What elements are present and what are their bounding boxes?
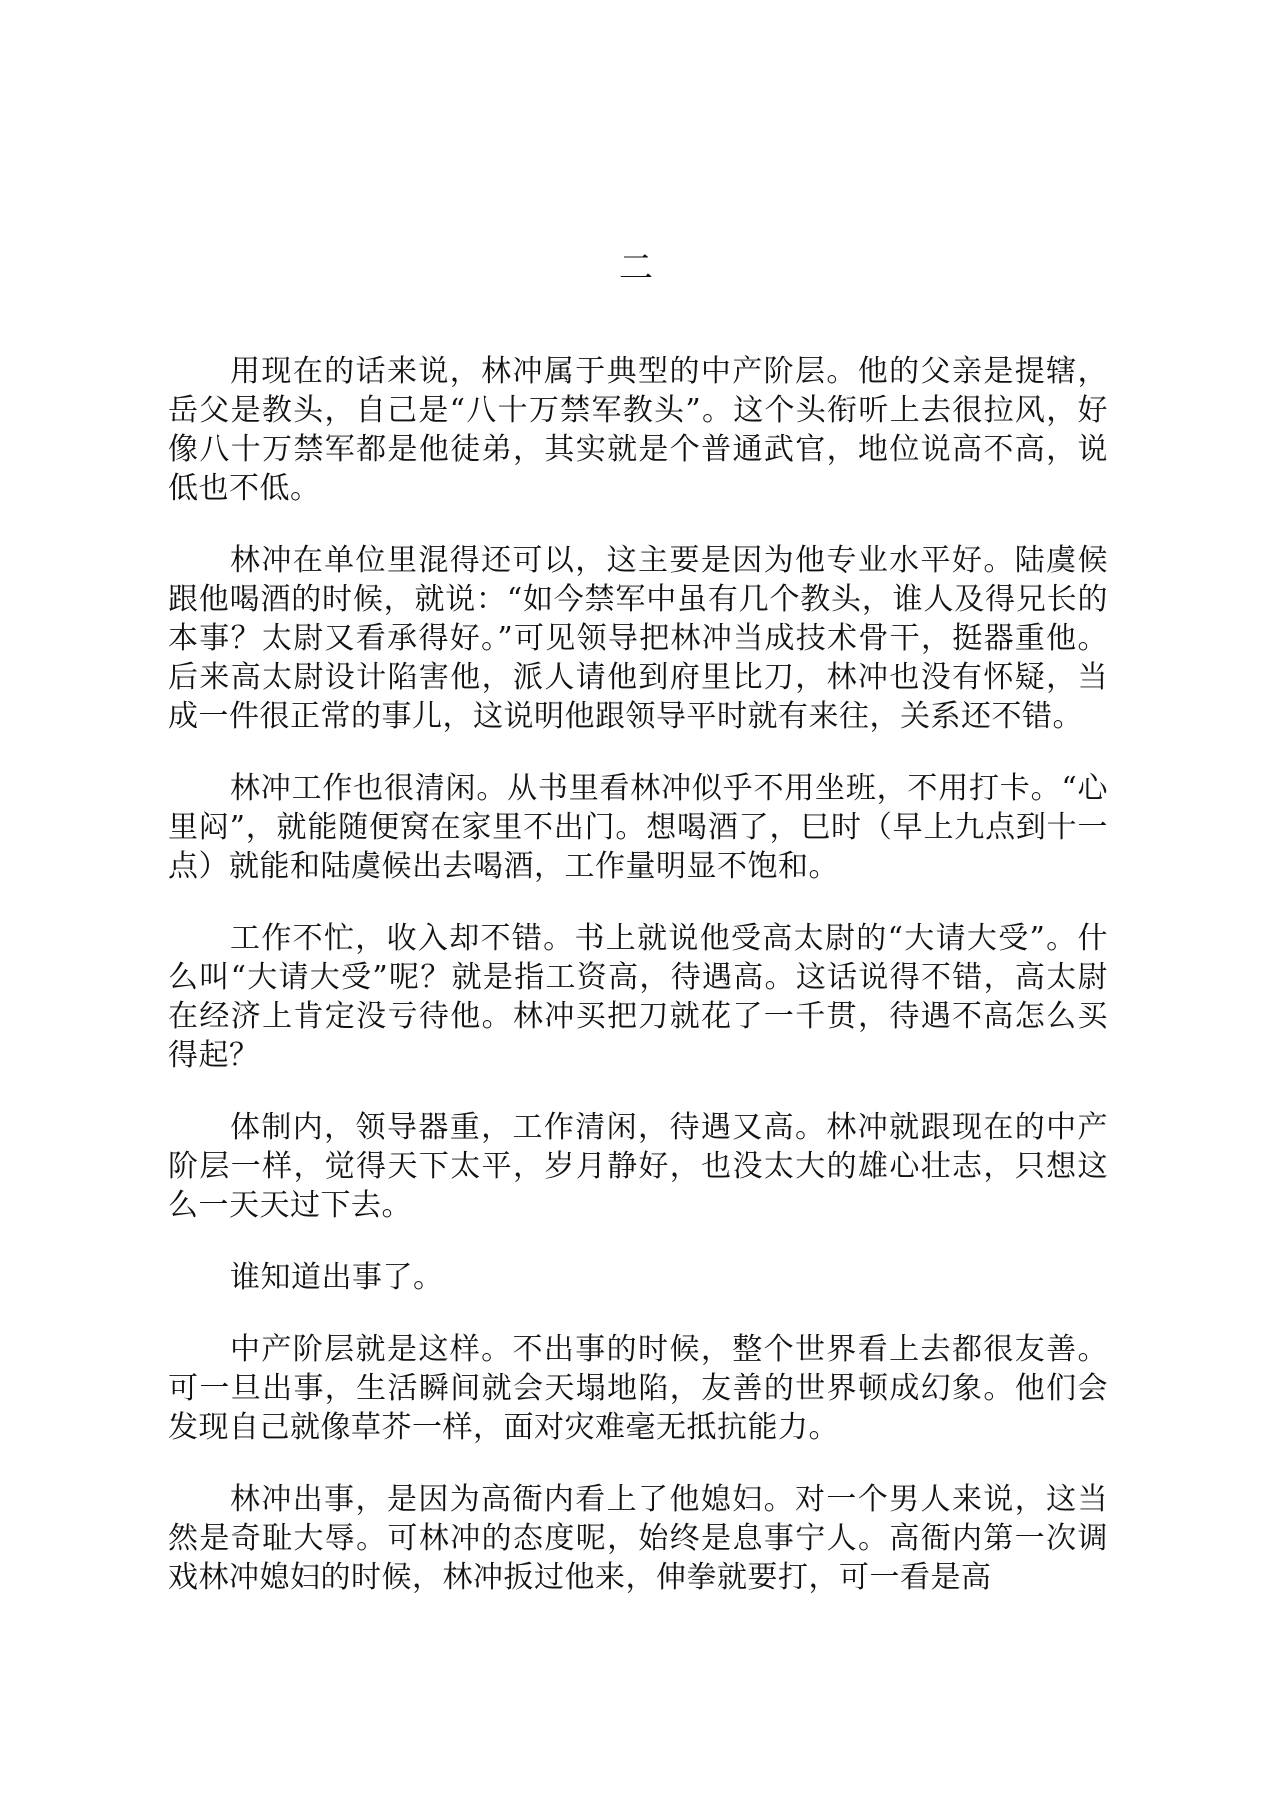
- body-text: [168, 352, 1108, 1630]
- chapter-heading: 二: [619, 248, 653, 288]
- paragraph-2: 林冲在单位里混得还可以，这主要是因为他专业水平好。陆虞候跟他喝酒的时候，就说：“如今禁军中虽有几个教头，谁人及得兄长的本事？太尉又看承得好。”可见领导把林冲当成技术骨干，挺器重他。后来高太尉设计陷害他，派人请他到府里比刀，林冲也没有怀疑，当成一件很正常的事儿，这说明他跟领导平时就有来往，关系还不错。: [168, 543, 1108, 734]
- paragraph-3: 林冲工作也很清闲。从书里看林冲似乎不用坐班，不用打卡。“心里闷”，就能随便窝在家里不出门。想喝酒了，巳时（早上九点到十一点）就能和陆虞候出去喝酒，工作量明显不饱和。: [168, 771, 1108, 884]
- paragraph-4: 工作不忙，收入却不错。书上就说他受高太尉的“大请大受”。什么叫“大请大受”呢？就是指工资高，待遇高。这话说得不错，高太尉在经济上肯定没亏待他。林冲买把刀就花了一千贯，待遇不高怎么买得起？: [168, 921, 1108, 1073]
- paragraph-1: 用现在的话来说，林冲属于典型的中产阶层。他的父亲是提辖，岳父是教头，自己是“八十万禁军教头”。这个头衔听上去很拉风，好像八十万禁军都是他徒弟，其实就是个普通武官，地位说高不高，说低也不低。: [168, 354, 1108, 506]
- paragraph-5: 体制内，领导器重，工作清闲，待遇又高。林冲就跟现在的中产阶层一样，觉得天下太平，岁月静好，也没太大的雄心壮志，只想这么一天天过下去。: [168, 1110, 1108, 1223]
- paragraph-6: 谁知道出事了。: [230, 1260, 444, 1295]
- paragraph-8: 林冲出事，是因为高衙内看上了他媳妇。对一个男人来说，这当然是奇耻大辱。可林冲的态度呢，始终是息事宁人。高衙内第一次调戏林冲媳妇的时候，林冲扳过他来，伸拳就要打，可一看是高: [168, 1482, 1108, 1595]
- paragraph-7: 中产阶层就是这样。不出事的时候，整个世界看上去都很友善。可一旦出事，生活瞬间就会天塌地陷，友善的世界顿成幻象。他们会发现自己就像草芥一样，面对灾难毫无抵抗能力。: [168, 1332, 1108, 1445]
